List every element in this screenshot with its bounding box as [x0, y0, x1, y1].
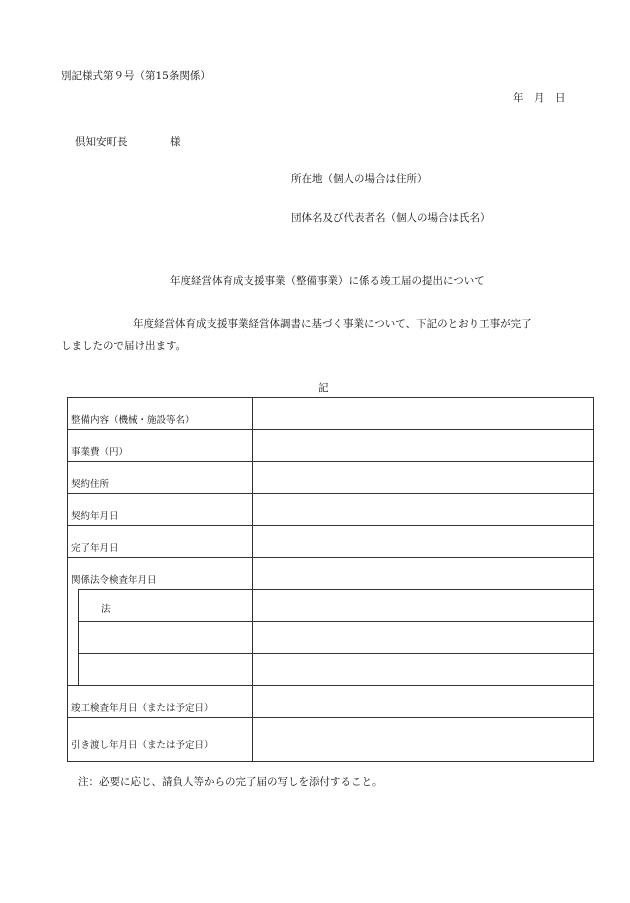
row-label-text: 契約住所 [71, 479, 110, 490]
row-label-text: 引き渡し年月日（または予定日） [71, 740, 214, 751]
row-label [79, 622, 253, 654]
table-row [68, 718, 594, 762]
row-value-field[interactable] [253, 526, 594, 558]
form-number: 別記様式第９号（第15条関係） [61, 70, 211, 82]
table-row [68, 686, 594, 718]
row-label [68, 462, 253, 494]
completion-report-table [67, 397, 594, 762]
indent-cell [68, 590, 79, 622]
row-label-text [79, 647, 252, 653]
row-value-field[interactable] [253, 462, 594, 494]
row-label-text: 事業費（円） [71, 447, 129, 458]
row-label [68, 494, 253, 526]
body-text-line-2: しましたので届け出ます。 [61, 340, 187, 352]
row-label [79, 654, 253, 686]
addressee-name: 倶知安町長 [75, 136, 128, 148]
table-row [68, 526, 594, 558]
applicant-address-label: 所在地（個人の場合は住所） [291, 173, 428, 185]
row-label [68, 718, 253, 762]
row-value-field[interactable] [253, 622, 594, 654]
row-label-text: 完了年月日 [71, 543, 119, 554]
note-text: 注：必要に応じ、請負人等からの完了届の写しを添付すること。 [78, 776, 383, 788]
row-value-field[interactable] [253, 398, 594, 430]
row-label [68, 430, 253, 462]
applicant-name-label: 団体名及び代表者名（個人の場合は氏名） [291, 212, 491, 224]
row-value-field[interactable] [253, 558, 594, 590]
table-row [68, 590, 594, 622]
row-label-text: 竣工検査年月日（または予定日） [71, 703, 214, 714]
row-label [68, 398, 253, 430]
date-label: 年 月 日 [513, 92, 566, 104]
row-label-text: 整備内容（機械・施設等名） [71, 415, 195, 426]
table-row [68, 622, 594, 654]
addressee-honorific: 様 [170, 136, 181, 148]
row-label-text: 契約年月日 [71, 511, 119, 522]
table-row [68, 654, 594, 686]
row-label [68, 686, 253, 718]
table-row [68, 398, 594, 430]
row-value-field[interactable] [253, 654, 594, 686]
row-value-field[interactable] [253, 718, 594, 762]
ki-heading: 記 [318, 382, 329, 394]
table-row [68, 430, 594, 462]
indent-cell [68, 622, 79, 654]
row-label-text: 法 [101, 604, 111, 615]
row-label-text [79, 679, 252, 685]
row-value-field[interactable] [253, 494, 594, 526]
document-title: 年度経営体育成支援事業（整備事業）に係る竣工届の提出について [170, 275, 485, 287]
body-text-line-1: 年度経営体育成支援事業経営体調書に基づく事業について、下記のとおり工事が完了 [133, 318, 532, 330]
table-row [68, 558, 594, 590]
row-value-field[interactable] [253, 430, 594, 462]
row-value-field[interactable] [253, 686, 594, 718]
row-value-field[interactable] [253, 590, 594, 622]
row-label-text: 関係法令検査年月日 [71, 575, 157, 586]
indent-cell [68, 654, 79, 686]
row-label [68, 558, 253, 590]
row-label [68, 526, 253, 558]
table-row [68, 462, 594, 494]
row-label [79, 590, 253, 622]
table-row [68, 494, 594, 526]
